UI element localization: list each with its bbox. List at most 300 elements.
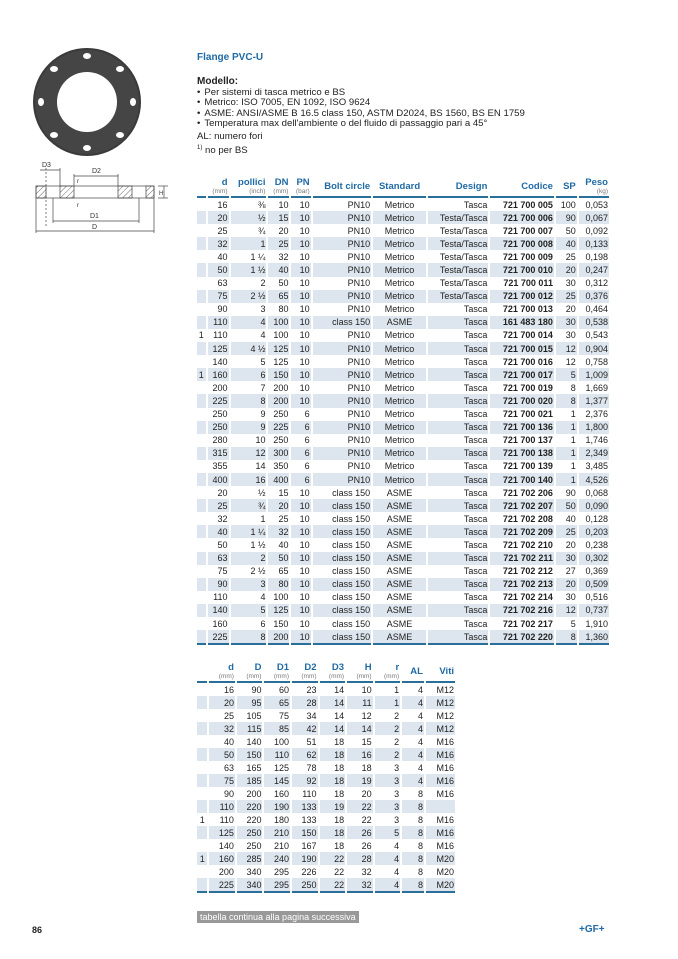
table-cell: 18: [334, 814, 345, 825]
table-cell: 90: [565, 487, 576, 498]
table-cell: Tasca: [463, 539, 488, 550]
table-row: [197, 774, 455, 787]
table-cell: 721 702 220: [490, 630, 554, 645]
column-header: [197, 177, 206, 198]
table-cell: 3: [260, 304, 266, 315]
table-cell: Tasca: [428, 578, 488, 591]
table-row: [197, 250, 609, 263]
table-cell: PN10: [313, 394, 372, 407]
column-header: [208, 177, 229, 198]
table-cell: 22: [320, 852, 346, 865]
table-cell: 721 700 016: [502, 356, 553, 367]
table-cell: 721 700 005: [502, 199, 553, 210]
table-cell: Metrico: [384, 225, 415, 236]
table-cell: PN10: [347, 461, 371, 472]
table-cell: 4: [260, 592, 266, 603]
table-cell: 220: [237, 800, 263, 813]
table-cell: 721 702 216: [490, 604, 554, 617]
table-row: [197, 342, 609, 355]
table-cell: Tasca: [428, 394, 488, 407]
table-cell: [197, 630, 206, 645]
table-row: [197, 800, 455, 813]
table-cell: 190: [292, 852, 318, 865]
table-cell: Tasca: [428, 368, 488, 381]
label-h: H: [159, 191, 164, 197]
table-cell: ASME: [373, 552, 426, 565]
table-cell: 2: [375, 722, 401, 735]
table-cell: 315: [208, 447, 229, 460]
table-row: [197, 787, 455, 800]
table-cell: 20: [209, 696, 235, 709]
table-cell: PN10: [347, 199, 371, 210]
table-cell: 110: [209, 800, 235, 813]
column-header: [291, 177, 310, 198]
table-cell: 1 ½: [231, 263, 267, 276]
column-header-unit: (mm): [273, 673, 290, 680]
table-cell: 0,068: [585, 487, 608, 498]
table-cell: Metrico: [373, 473, 426, 486]
table-cell: 4: [417, 762, 423, 773]
table-cell: 15: [278, 487, 289, 498]
table-cell: 8: [402, 878, 424, 893]
table-row: [197, 381, 609, 394]
table-cell: 15: [268, 211, 289, 224]
table-cell: 5: [570, 618, 576, 629]
table-cell: Tasca: [463, 513, 488, 524]
table-cell: 10: [299, 251, 310, 262]
table-cell: 6: [304, 409, 310, 420]
column-header-label: Bolt circle: [324, 181, 371, 192]
table-row: [197, 355, 609, 368]
table-cell: 32: [217, 513, 228, 524]
table-cell: 20: [278, 225, 289, 236]
table-cell: Testa/Tasca: [439, 225, 488, 236]
table-cell: 51: [306, 736, 317, 747]
table-cell: ASME: [373, 630, 426, 645]
table-cell: Tasca: [463, 461, 488, 472]
table-cell: 1 ¼: [250, 251, 266, 262]
table-cell: 0,758: [585, 356, 608, 367]
table-cell: PN10: [347, 356, 371, 367]
table-cell: ASME: [386, 566, 413, 577]
table-cell: 20: [565, 539, 576, 550]
column-header: [373, 177, 426, 198]
table-cell: 100: [273, 736, 290, 747]
table-cell: 240: [264, 852, 290, 865]
table-row: [197, 329, 609, 342]
table-cell: 1 ¼: [231, 525, 267, 538]
column-header-label: D2: [304, 662, 317, 673]
table-cell: 1: [570, 409, 576, 420]
table-cell: Tasca: [463, 304, 488, 315]
table-row: [197, 211, 609, 224]
table-cell: 6: [304, 461, 310, 472]
table-cell: class 150: [313, 604, 372, 617]
table-cell: 721 700 019: [502, 382, 553, 393]
table-cell: M16: [426, 774, 455, 787]
table-cell: 90: [223, 788, 234, 799]
table-cell: 10: [299, 382, 310, 393]
table-cell: 167: [301, 840, 317, 851]
table-cell: 4: [417, 736, 423, 747]
table-cell: 10: [299, 539, 310, 550]
table-cell: 4: [394, 866, 400, 877]
table-cell: 26: [361, 840, 372, 851]
table-cell: class 150: [313, 630, 372, 645]
table-cell: 0,128: [585, 513, 608, 524]
table-cell: 160: [208, 368, 229, 381]
table-row: [197, 460, 609, 473]
table-cell: 5: [260, 356, 266, 367]
table-cell: 125: [268, 604, 289, 617]
table-cell: 20: [361, 788, 372, 799]
table-cell: 14: [320, 722, 346, 735]
flange-photo: [30, 45, 145, 160]
table-cell: 63: [208, 552, 229, 565]
table-cell: 50: [268, 552, 289, 565]
table-cell: 125: [209, 826, 235, 839]
table-cell: [197, 865, 207, 878]
table-cell: 2 ½: [231, 290, 267, 303]
table-cell: 20: [556, 578, 577, 591]
table-cell: class 150: [332, 618, 371, 629]
table-cell: 25: [278, 513, 289, 524]
table-cell: Metrico: [373, 342, 426, 355]
table-cell: Tasca: [428, 316, 488, 329]
table-cell: 3: [394, 788, 400, 799]
column-header-unit: (kg): [596, 188, 608, 195]
table-cell: class 150: [313, 552, 372, 565]
table-cell: 28: [292, 696, 318, 709]
table-cell: 210: [273, 840, 290, 851]
note-bs-text: no per BS: [202, 144, 248, 156]
table-cell: 6: [260, 618, 266, 629]
table-cell: Metrico: [373, 447, 426, 460]
column-header-label: D: [254, 662, 262, 673]
table-cell: 30: [565, 592, 576, 603]
footnote-marker: 1): [197, 144, 203, 151]
table-row: [197, 499, 609, 512]
table-row: [197, 473, 609, 486]
table-cell: 8: [556, 630, 577, 645]
table-cell: 11: [347, 696, 373, 709]
table-row: [197, 368, 609, 381]
table-cell: 18: [334, 762, 345, 773]
table-row: [197, 525, 609, 538]
bullet-item: • Per sistemi di tasca metrico e BS: [197, 88, 525, 99]
table-row: [197, 434, 609, 447]
table-cell: PN10: [313, 342, 372, 355]
table-cell: 1: [198, 369, 204, 380]
table-cell: 161 483 180: [490, 316, 554, 329]
table-cell: Metrico: [373, 421, 426, 434]
column-header-unit: (mm): [356, 673, 372, 680]
table-cell: 32: [208, 237, 229, 250]
table-cell: 10: [291, 604, 310, 617]
table-cell: 18: [334, 788, 345, 799]
table-cell: 95: [237, 696, 263, 709]
table-row: [197, 447, 609, 460]
table-cell: 19: [320, 800, 346, 813]
table-cell: Tasca: [428, 473, 488, 486]
column-header-unit: (mm): [246, 673, 262, 680]
table-row: [197, 303, 609, 316]
table-row: [197, 316, 609, 329]
table-cell: [197, 408, 206, 421]
table-cell: Metrico: [384, 461, 415, 472]
table-row: [197, 552, 609, 565]
table-cell: 721 700 009: [502, 251, 553, 262]
table-cell: 10: [299, 487, 310, 498]
table-cell: 9: [231, 421, 267, 434]
table-cell: 100: [273, 330, 289, 341]
table-cell: 40: [223, 736, 234, 747]
table-cell: Tasca: [428, 421, 488, 434]
column-header: [313, 177, 372, 198]
table-cell: 20: [268, 499, 289, 512]
table-cell: 14: [320, 696, 346, 709]
table-cell: Metrico: [384, 278, 415, 289]
table-cell: 12: [231, 447, 267, 460]
column-header: [347, 662, 373, 683]
table-cell: 721 700 006: [490, 211, 554, 224]
table-cell: [197, 525, 206, 538]
table-cell: 4: [402, 748, 424, 761]
table-cell: 280: [212, 435, 228, 446]
table-cell: 0,203: [579, 525, 609, 538]
table-cell: 1,009: [579, 368, 609, 381]
table-cell: 145: [264, 774, 290, 787]
table-cell: 32: [278, 251, 289, 262]
table-cell: [197, 434, 206, 447]
table-cell: 721 702 206: [502, 487, 553, 498]
table-cell: 721 702 207: [490, 499, 554, 512]
table-cell: 125: [208, 342, 229, 355]
table-cell: 10: [255, 435, 266, 446]
page-title: Flange PVC-U: [197, 52, 264, 63]
table-cell: 4: [231, 316, 267, 329]
table-row: [197, 748, 455, 761]
table-cell: 6: [304, 435, 310, 446]
table-cell: 40: [278, 539, 289, 550]
table-row: [197, 538, 609, 551]
table-row: [197, 839, 455, 852]
table-cell: 0,904: [579, 342, 609, 355]
table-cell: PN10: [313, 290, 372, 303]
table-cell: 80: [278, 304, 289, 315]
table-cell: 200: [246, 788, 262, 799]
table-cell: 225: [208, 394, 229, 407]
table-cell: 10: [291, 578, 310, 591]
column-header-unit: (inch): [249, 188, 266, 195]
table-cell: 1: [394, 684, 400, 695]
table-cell: [197, 512, 206, 525]
table-cell: 12: [556, 342, 577, 355]
column-header-label: Codice: [521, 181, 553, 192]
table-cell: 200: [218, 866, 234, 877]
table-cell: 10: [291, 525, 310, 538]
table-cell: 18: [320, 826, 346, 839]
table-cell: 721 700 008: [490, 237, 554, 250]
table-cell: 25: [217, 225, 228, 236]
table-cell: [197, 826, 207, 839]
table-cell: 721 702 214: [502, 592, 553, 603]
table-cell: 75: [279, 710, 290, 721]
table-cell: 3: [394, 762, 400, 773]
table-cell: 8: [402, 826, 424, 839]
table-cell: 1,377: [579, 394, 609, 407]
table-cell: 4: [260, 330, 266, 341]
table-cell: [197, 787, 207, 800]
table-cell: PN10: [313, 237, 372, 250]
table-cell: 20: [565, 304, 576, 315]
flange-dimension-drawing: [30, 160, 170, 235]
table-cell: 40: [268, 263, 289, 276]
table-cell: [197, 683, 207, 696]
table-cell: Metrico: [373, 263, 426, 276]
table-cell: 6: [291, 421, 310, 434]
table-cell: 721 702 213: [490, 578, 554, 591]
column-header-label: d: [228, 662, 234, 673]
table-cell: 4: [402, 774, 424, 787]
table-cell: 721 700 020: [490, 394, 554, 407]
table-cell: PN10: [313, 447, 372, 460]
table-cell: [197, 486, 206, 499]
table-cell: 10: [291, 237, 310, 250]
table-cell: [197, 878, 207, 893]
table-cell: Metrico: [384, 199, 415, 210]
table-cell: [197, 277, 206, 290]
table-cell: 721 700 021: [502, 409, 553, 420]
table-cell: 1: [570, 461, 576, 472]
table-cell: Tasca: [428, 447, 488, 460]
table-cell: PN10: [347, 278, 371, 289]
table-cell: 10: [299, 566, 310, 577]
table-cell: 32: [347, 878, 373, 893]
table-cell: M12: [426, 696, 455, 709]
column-header: [264, 662, 290, 683]
table-cell: PN10: [347, 435, 371, 446]
table-cell: 75: [209, 774, 235, 787]
table-cell: M20: [426, 878, 455, 893]
table-cell: ASME: [373, 525, 426, 538]
table-cell: [197, 316, 206, 329]
page-number: 86: [32, 925, 43, 935]
column-header: [197, 662, 207, 683]
table-cell: 19: [347, 774, 373, 787]
table-cell: 34: [306, 710, 317, 721]
table-cell: 75: [217, 566, 228, 577]
table-cell: 50: [556, 499, 577, 512]
table-cell: 40: [217, 251, 228, 262]
table-cell: 125: [273, 762, 290, 773]
table-row: [197, 761, 455, 774]
column-header-label: Viti: [439, 666, 454, 677]
table-cell: 4: [375, 878, 401, 893]
table-cell: M16: [436, 762, 454, 773]
table-cell: class 150: [313, 316, 372, 329]
table-row: [197, 408, 609, 421]
table-cell: 20: [208, 211, 229, 224]
table-cell: 14: [347, 722, 373, 735]
table-cell: [197, 237, 206, 250]
table-cell: 6: [291, 473, 310, 486]
table-row: [197, 224, 609, 237]
column-header: [292, 662, 318, 683]
table-cell: 210: [264, 826, 290, 839]
table-cell: [197, 839, 207, 852]
table-cell: 63: [217, 278, 228, 289]
label-r-bottom: r: [77, 203, 79, 209]
table-cell: 5: [231, 604, 267, 617]
table-cell: 4,526: [579, 473, 609, 486]
table-cell: Metrico: [384, 382, 415, 393]
table-cell: 14: [334, 684, 345, 695]
table-cell: class 150: [313, 525, 372, 538]
column-header-label: AL: [410, 666, 423, 677]
table-cell: 0,133: [579, 237, 609, 250]
bullet-item: • Metrico: ISO 7005, EN 1092, ISO 9624: [197, 98, 525, 109]
table-cell: 18: [334, 840, 345, 851]
table-cell: 4: [402, 696, 424, 709]
table-cell: M12: [436, 684, 454, 695]
table-cell: 1: [570, 435, 576, 446]
table-cell: Tasca: [428, 342, 488, 355]
table-cell: [197, 748, 207, 761]
table-row: [197, 852, 455, 865]
bullet-item: • ASME: ANSI/ASME B 16.5 class 150, ASTM D2024, BS 1560, BS EN 1759: [197, 109, 525, 120]
table-cell: Metrico: [373, 237, 426, 250]
table-cell: Metrico: [373, 211, 426, 224]
table-cell: 200: [273, 382, 289, 393]
table-cell: [197, 198, 206, 211]
table-cell: 721 700 136: [490, 421, 554, 434]
table-cell: 721 700 011: [503, 278, 553, 289]
table-cell: 10: [361, 684, 372, 695]
column-header: [579, 177, 609, 198]
table-cell: 115: [237, 722, 263, 735]
table-cell: 7: [260, 382, 266, 393]
table-cell: Metrico: [384, 356, 415, 367]
table-cell: 125: [268, 342, 289, 355]
table-cell: [197, 499, 206, 512]
table-cell: 1,360: [579, 630, 609, 645]
table-cell: 16: [223, 684, 234, 695]
label-d: D: [92, 224, 98, 231]
table-cell: 250: [273, 409, 289, 420]
table-cell: 100: [268, 316, 289, 329]
table-cell: 1: [197, 852, 207, 865]
column-header-label: d: [221, 177, 228, 188]
table-row: [197, 878, 455, 893]
table-cell: 18: [320, 774, 346, 787]
table-cell: 40: [565, 513, 576, 524]
table-cell: ASME: [386, 592, 413, 603]
table-cell: 28: [347, 852, 373, 865]
table-cell: 8: [402, 800, 424, 813]
table-cell: 100: [273, 592, 289, 603]
table-cell: 8: [417, 788, 423, 799]
table-cell: 90: [208, 578, 229, 591]
table-cell: 721 700 014: [502, 330, 553, 341]
table-cell: Tasca: [428, 604, 488, 617]
table-cell: 0,376: [579, 290, 609, 303]
table-cell: 295: [264, 878, 290, 893]
column-header: [320, 662, 346, 683]
table-cell: 250: [273, 435, 289, 446]
table-cell: 32: [268, 525, 289, 538]
table-cell: Testa/Tasca: [439, 278, 488, 289]
